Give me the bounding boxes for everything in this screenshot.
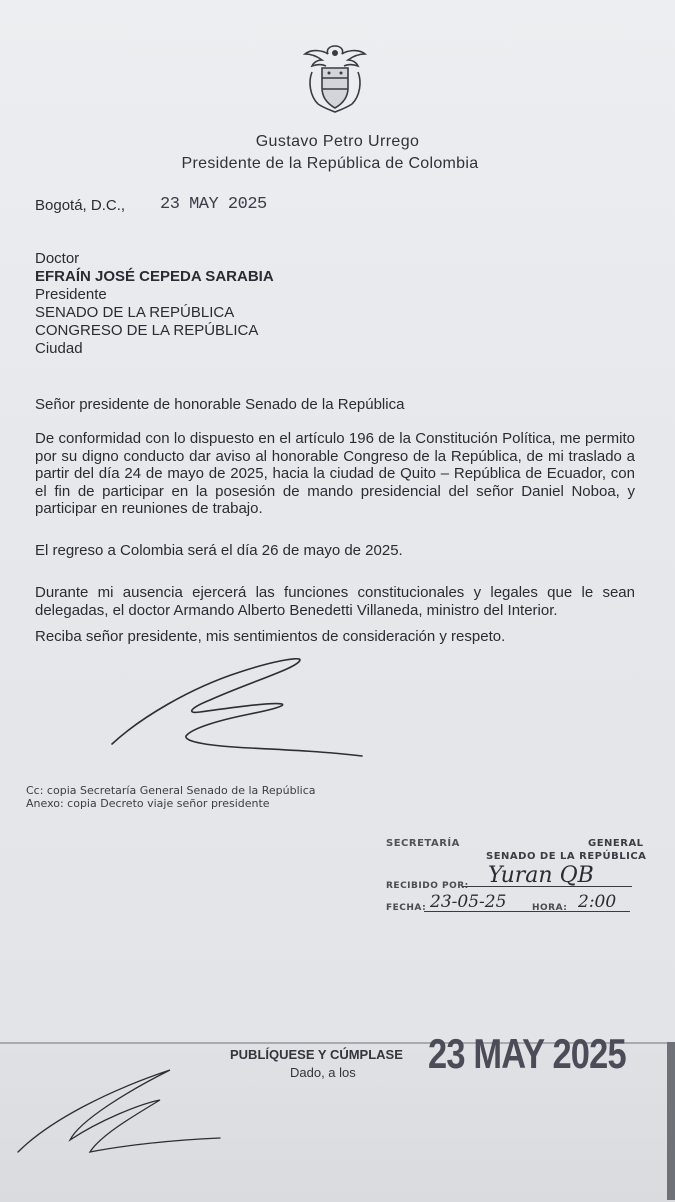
letter-greeting: Señor presidente de honorable Senado de la República xyxy=(35,396,405,413)
stamp-received-by-value: Yuran QB xyxy=(488,863,594,888)
decree-dado: Dado, a los xyxy=(290,1065,356,1080)
stamp-secretaria: SECRETARÍA xyxy=(386,838,460,849)
addressee-institution-1: SENADO DE LA REPÚBLICA xyxy=(35,304,235,321)
dateline-stamp-date: 23 MAY 2025 xyxy=(160,195,267,214)
president-name: Gustavo Petro Urrego xyxy=(255,133,420,150)
stamp-received-by-label: RECIBIDO POR: xyxy=(386,881,469,891)
annex-line: Anexo: copia Decreto viaje señor presidente xyxy=(26,797,270,810)
stamp-date-value: 23-05-25 xyxy=(430,892,507,912)
addressee-salutation: Doctor xyxy=(35,250,80,267)
letter-paragraph-2: El regreso a Colombia será el día 26 de mayo de 2025. xyxy=(35,542,403,559)
addressee-name: EFRAÍN JOSÉ CEPEDA SARABIA xyxy=(35,268,274,285)
stamp-office: SENADO DE LA REPÚBLICA xyxy=(486,851,647,862)
addressee-role: Presidente xyxy=(35,286,107,303)
stamp-time-label: HORA: xyxy=(532,903,568,913)
cc-line: Cc: copia Secretaría General Senado de la República xyxy=(26,784,316,797)
decree-stamp-date: 23 MAY 2025 xyxy=(428,1030,626,1077)
decree-publiquese: PUBLÍQUESE Y CÚMPLASE xyxy=(230,1047,403,1062)
letter-paragraph-3: Durante mi ausencia ejercerá las funciones constitucionales y legales que le sean delegadas, el doctor Armando Alberto Benedetti Villaneda, ministro del Interior. xyxy=(35,584,635,619)
addressee-city: Ciudad xyxy=(35,340,83,357)
page-edge-shadow xyxy=(667,1042,675,1200)
stamp-date-label: FECHA: xyxy=(386,903,427,913)
stamp-general: GENERAL xyxy=(588,838,644,849)
stamp-date-line xyxy=(424,911,630,912)
stamp-time-value: 2:00 xyxy=(578,892,617,912)
president-signature xyxy=(100,648,380,768)
letter-closing: Reciba señor presidente, mis sentimientos de consideración y respeto. xyxy=(35,628,506,645)
addressee-institution-2: CONGRESO DE LA REPÚBLICA xyxy=(35,322,259,339)
second-signature xyxy=(10,1060,230,1170)
letter-paragraph-1: De conformidad con lo dispuesto en el artículo 196 de la Constitución Política, me permito por su digno conducto dar aviso al honorable Congreso de la República, de mi traslado a partir del día 24 de mayo de 2025, hacia la ciudad de Quito – República de Ecuador, con el fin de participar en la posesión de mando presidencial del señor Daniel Noboa, y participar en reuniones de trabajo. xyxy=(35,430,635,517)
colombia-coat-of-arms-icon xyxy=(302,42,368,114)
stamp-received-line xyxy=(462,886,632,887)
president-title: Presidente de la República de Colombia xyxy=(181,155,479,172)
dateline-place: Bogotá, D.C., xyxy=(35,197,126,214)
